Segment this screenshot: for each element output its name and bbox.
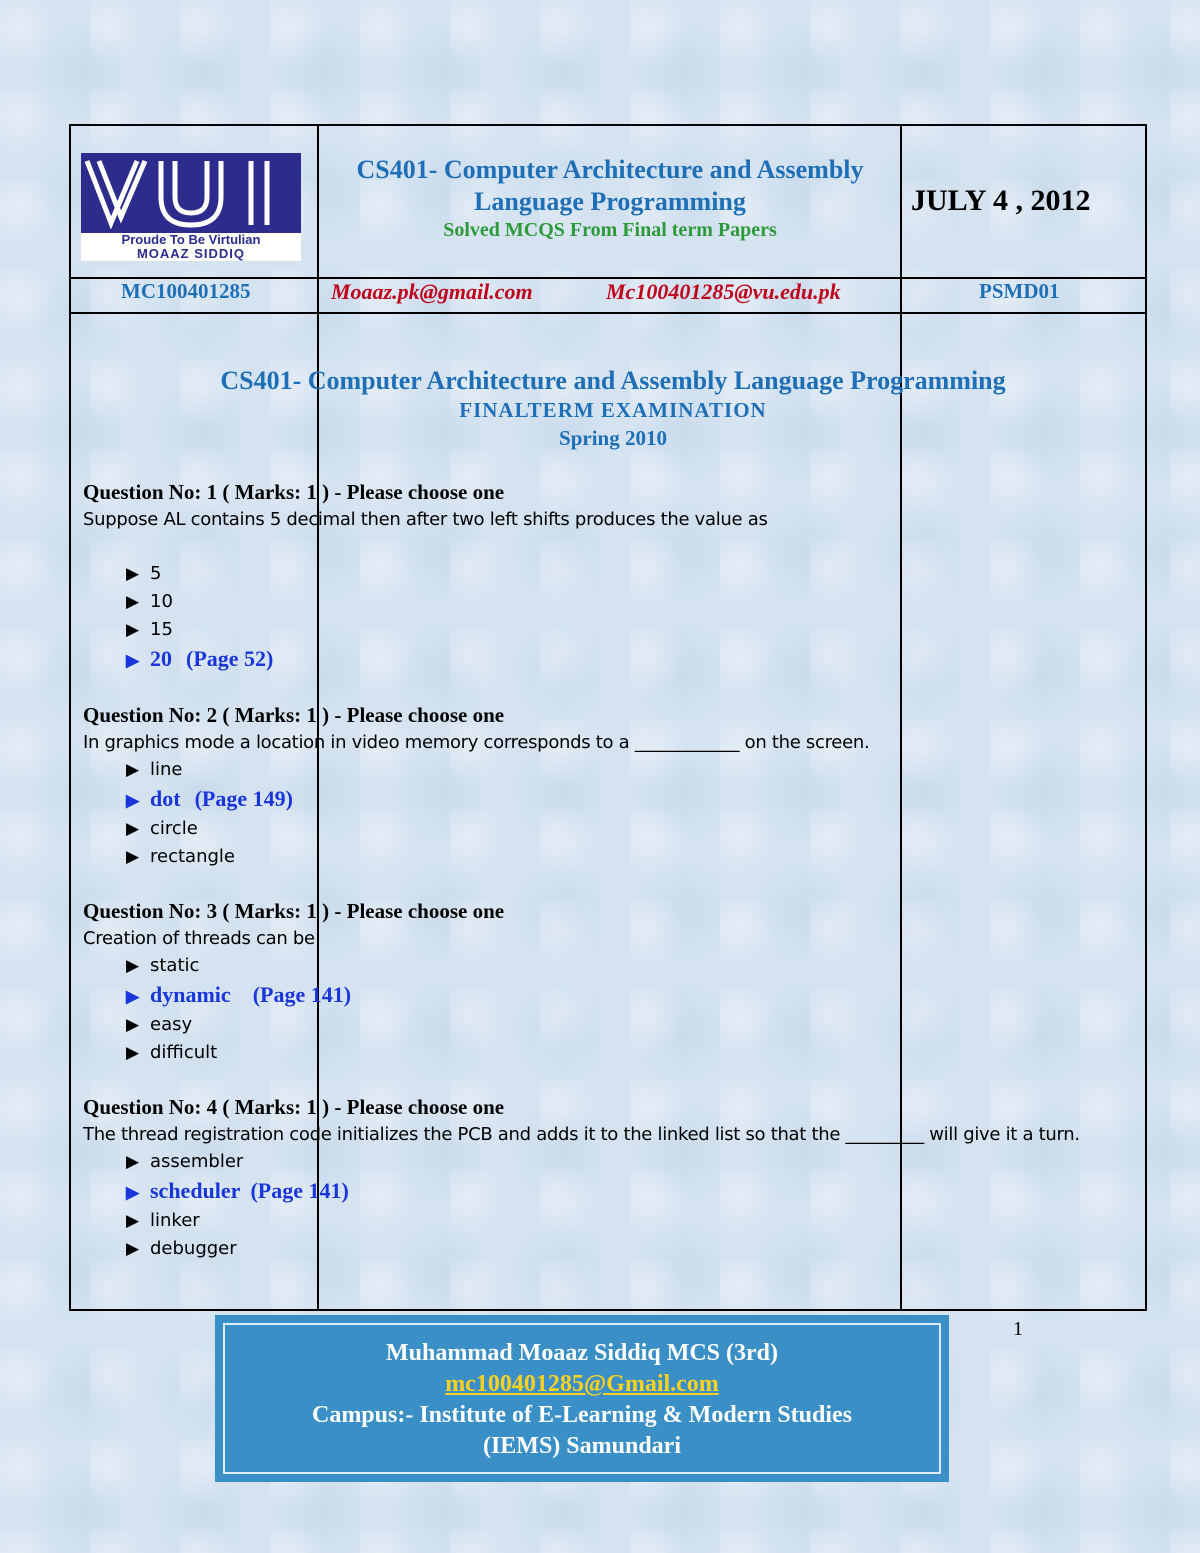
question-text: In graphics mode a location in video memory corresponds to a ____________ on the screen. <box>83 732 870 753</box>
page-ref: (Page 141) <box>252 982 352 1007</box>
correct-option: ▶ 20 (Page 52) <box>126 644 1143 675</box>
arrow-icon: ▶ <box>126 564 140 584</box>
arrow-icon: ▶ <box>126 847 140 867</box>
course-subtitle: Solved MCQS From Final term Papers <box>443 219 777 241</box>
option: ▶ line <box>126 756 1143 784</box>
options-list <box>83 952 1143 1067</box>
exam-term: Spring 2010 <box>559 426 667 450</box>
exam-content <box>83 366 1143 1263</box>
campus-line: (IEMS) Samundari <box>482 1433 682 1459</box>
email-vu: Mc100401285@vu.edu.pk <box>606 279 841 304</box>
exam-subtitle: FINALTERM EXAMINATION <box>459 398 767 422</box>
options-list <box>83 1148 1143 1263</box>
correct-option: ▶ dynamic (Page 141) <box>126 980 1143 1011</box>
logo-author: MOAAZ SIDDIQ <box>136 246 246 261</box>
page-number: 1 <box>1013 1318 1023 1340</box>
option: ▶ linker <box>126 1207 1143 1235</box>
option: ▶ easy <box>126 1011 1143 1039</box>
options-list <box>83 560 1143 675</box>
arrow-icon: ▶ <box>126 760 140 780</box>
code: PSMD01 <box>979 279 1060 303</box>
page-ref: (Page 141) <box>250 1178 349 1203</box>
option: ▶ circle <box>126 815 1143 843</box>
arrow-icon: ▶ <box>126 956 140 976</box>
arrow-icon: ▶ <box>126 1183 140 1202</box>
arrow-icon: ▶ <box>126 1152 140 1172</box>
arrow-icon: ▶ <box>126 1043 140 1063</box>
question-text: The thread registration code initializes the PCB and adds it to the linked list so that the _________ will give it a turn. <box>83 1124 1080 1145</box>
question-head: Question No: 3 ( Marks: 1 ) - Please choose one <box>83 899 505 923</box>
campus-line: Campus:- Institute of E-Learning & Modern Studies <box>311 1402 853 1428</box>
author-footer <box>215 1315 949 1482</box>
question-head: Question No: 4 ( Marks: 1 ) - Please choose one <box>83 1095 505 1119</box>
option: ▶ 5 <box>126 560 1143 588</box>
question-text: Suppose AL contains 5 decimal then after two left shifts produces the value as <box>83 509 768 530</box>
option: ▶ assembler <box>126 1148 1143 1176</box>
page-ref: (Page 52) <box>186 646 274 671</box>
arrow-icon: ▶ <box>126 987 140 1006</box>
arrow-icon: ▶ <box>126 1015 140 1035</box>
author-email-link[interactable]: mc100401285@Gmail.com <box>445 1371 719 1397</box>
arrow-icon: ▶ <box>126 1239 140 1259</box>
question <box>83 702 1143 871</box>
option: ▶ 10 <box>126 588 1143 616</box>
options-list <box>83 756 1143 871</box>
question <box>83 479 1143 675</box>
arrow-icon: ▶ <box>126 1211 140 1231</box>
question-head: Question No: 2 ( Marks: 1 ) - Please choose one <box>83 703 505 727</box>
page-ref: (Page 149) <box>194 786 293 811</box>
option: ▶ 15 <box>126 616 1143 644</box>
author-name: Muhammad Moaaz Siddiq MCS (3rd) <box>385 1340 779 1366</box>
arrow-icon: ▶ <box>126 592 140 612</box>
option: ▶ rectangle <box>126 843 1143 871</box>
correct-option: ▶ dot (Page 149) <box>126 784 1143 815</box>
exam-title: CS401- Computer Architecture and Assembly Language Programming <box>220 366 1006 395</box>
logo-tagline: Proude To Be Virtulian <box>121 232 261 247</box>
course-title: CS401- Computer Architecture and Assembly Language Programming <box>356 155 864 216</box>
student-id: MC100401285 <box>121 279 251 303</box>
arrow-icon: ▶ <box>126 819 140 839</box>
email-gmail: Moaaz.pk@gmail.com <box>331 279 533 304</box>
arrow-icon: ▶ <box>126 791 140 810</box>
option: ▶ debugger <box>126 1235 1143 1263</box>
vui-logo-mark-icon <box>81 153 301 233</box>
question <box>83 1094 1143 1263</box>
vui-logo <box>81 153 301 261</box>
arrow-icon: ▶ <box>126 620 140 640</box>
date: JULY 4 , 2012 <box>911 184 1091 217</box>
document-frame <box>69 124 1147 1311</box>
option: ▶ static <box>126 952 1143 980</box>
question-text: Creation of threads can be <box>83 928 315 949</box>
arrow-icon: ▶ <box>126 651 140 670</box>
correct-option: ▶ scheduler (Page 141) <box>126 1176 1143 1207</box>
question-head: Question No: 1 ( Marks: 1 ) - Please choose one <box>83 480 505 504</box>
question <box>83 898 1143 1067</box>
option: ▶ difficult <box>126 1039 1143 1067</box>
